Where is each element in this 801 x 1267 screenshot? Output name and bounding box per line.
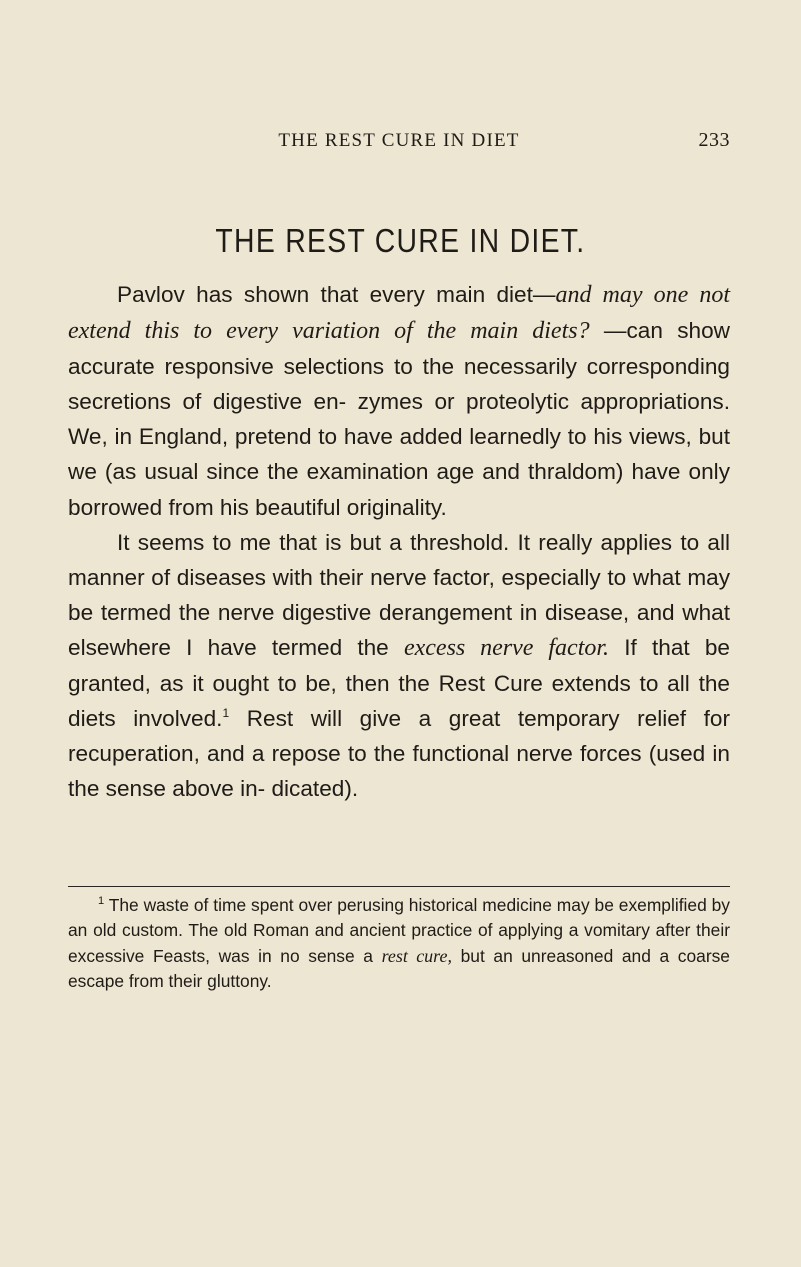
paragraph-2 xyxy=(68,525,730,807)
body-text xyxy=(68,277,730,806)
paragraph-1-text-b: —can show accurate responsive selections to the necessarily corresponding secretions of digestive en- zymes or proteolytic appropriations. We, in England, pretend to have added learnedly to his views, but we (as usual since the examination age and thraldom) have only borrowed from his beautiful originality. xyxy=(68,318,731,520)
footnote-paragraph xyxy=(68,893,730,995)
footnote-reference[interactable]: 1 xyxy=(222,706,230,721)
footnote-text-b: but an unreasoned and a coarse escape from their gluttony. xyxy=(68,945,730,992)
footnote-italic: rest cure, xyxy=(381,945,453,966)
paragraph-2-text-c: Rest will give a great temporary relief for recuperation, and a repose to the functional nerve forces (used in the sense above in- dicated). xyxy=(68,706,730,802)
paragraph-2-text-b: If that be granted, as it ought to be, then the Rest Cure extends to all the diets involved. xyxy=(68,634,730,732)
footnote-mark: 1 xyxy=(98,895,105,907)
paragraph-1-italic: and may one not extend this to every variation of the main diets? xyxy=(68,282,730,345)
footnote-text-a: The waste of time spent over perusing historical medicine may be exemplified by an old custom. The old Roman and ancient practice of applying a vomitary after their excessive Feasts, was in no sense a xyxy=(68,895,730,966)
running-head xyxy=(68,128,730,158)
running-title: THE REST CURE IN DIET xyxy=(278,130,520,151)
paragraph-2-text-a: It seems to me that is but a threshold. It really applies to all manner of diseases with their nerve factor, especially to what may be termed the nerve digestive derangement in disease, and what elsewhere I have termed the xyxy=(68,529,730,660)
paragraph-2-italic: excess nerve factor. xyxy=(403,634,610,661)
footnote xyxy=(68,893,730,995)
page-number: 233 xyxy=(698,129,730,151)
chapter-heading: THE REST CURE IN DIET. xyxy=(215,222,586,259)
paragraph-1-text-a: Pavlov has shown that every main diet— xyxy=(117,282,556,307)
footnote-divider xyxy=(68,886,730,887)
paragraph-1 xyxy=(68,277,730,525)
